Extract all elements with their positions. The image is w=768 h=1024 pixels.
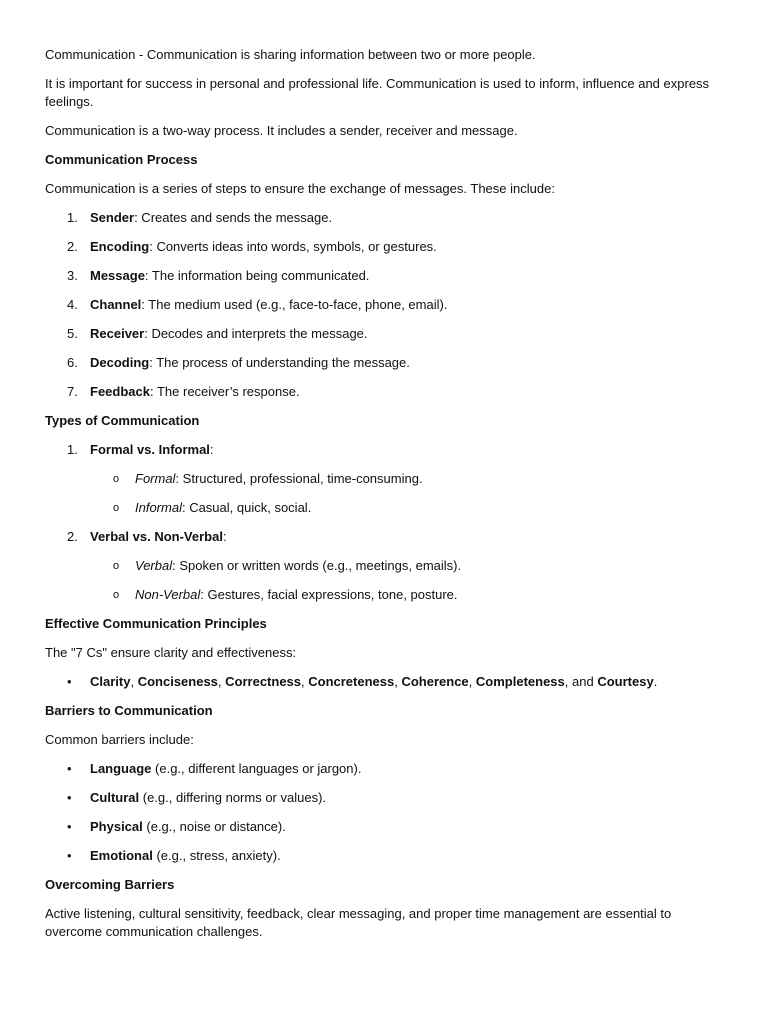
sub-list-item: [45, 586, 723, 604]
list-suffix: :: [209, 442, 214, 457]
barrier-term: Language: [90, 761, 152, 776]
principle-term: Completeness: [475, 674, 565, 689]
overcoming-heading: Overcoming Barriers: [45, 877, 175, 892]
list-desc: : The process of understanding the message.: [149, 355, 410, 370]
list-desc: : The medium used (e.g., face-to-face, phone, email).: [141, 297, 448, 312]
process-heading: Communication Process: [45, 152, 198, 167]
list-term: Feedback: [90, 384, 150, 399]
sub-desc: : Structured, professional, time-consuming.: [175, 471, 423, 486]
sub-list-item: [45, 557, 723, 575]
circle-bullet-icon: o: [113, 589, 120, 601]
list-item: • Clarity, Conciseness, Correctness, Concreteness, Coherence, Completeness, and Courtesy.: [67, 674, 658, 689]
circle-bullet-icon: o: [113, 560, 120, 572]
list-term: Verbal vs. Non-Verbal: [90, 529, 223, 544]
list-number: 2.: [67, 529, 78, 544]
barriers-heading: Barriers to Communication: [45, 703, 213, 718]
process-lead: Communication is a series of steps to ensure the exchange of messages. These include:: [45, 181, 555, 196]
list-term: Decoding: [90, 355, 150, 370]
list-item: [45, 847, 723, 865]
list-item: [45, 818, 723, 836]
principle-and: and: [572, 674, 594, 689]
types-heading: Types of Communication: [45, 413, 200, 428]
sub-term: Informal: [135, 500, 182, 515]
list-item: [45, 267, 723, 285]
principle-term: Courtesy: [597, 674, 654, 689]
list-suffix: :: [222, 529, 227, 544]
list-term: Encoding: [90, 239, 150, 254]
list-item: [45, 354, 723, 372]
sub-list-item: [45, 470, 723, 488]
barrier-term: Cultural: [90, 790, 140, 805]
sub-term: Formal: [135, 471, 176, 486]
bullet-icon: •: [67, 848, 72, 863]
overcoming-paragraph: Active listening, cultural sensitivity, feedback, clear messaging, and proper time management are essential to overcome communication challenges.: [45, 906, 672, 939]
principles-lead: The "7 Cs" ensure clarity and effectiveness:: [45, 645, 297, 660]
sub-list: [90, 470, 723, 517]
barrier-desc: (e.g., different languages or jargon).: [151, 761, 362, 776]
principle-term: Conciseness: [137, 674, 218, 689]
list-item: [45, 760, 723, 778]
principle-end: .: [653, 674, 658, 689]
sub-term: Non-Verbal: [135, 587, 201, 602]
list-term: Sender: [90, 210, 135, 225]
list-item: [45, 296, 723, 314]
bullet-icon: •: [67, 819, 72, 834]
list-desc: : Creates and sends the message.: [134, 210, 333, 225]
barrier-term: Emotional: [90, 848, 153, 863]
list-item: [45, 441, 723, 517]
list-desc: : Converts ideas into words, symbols, or gestures.: [149, 239, 437, 254]
list-number: 5.: [67, 326, 78, 341]
list-number: 2.: [67, 239, 78, 254]
list-number: 6.: [67, 355, 78, 370]
barrier-desc: (e.g., noise or distance).: [142, 819, 286, 834]
list-desc: : The receiver’s response.: [149, 384, 300, 399]
bullet-icon: •: [67, 790, 72, 805]
barriers-lead: Common barriers include:: [45, 732, 194, 747]
circle-bullet-icon: o: [113, 473, 120, 485]
sub-list-item: [45, 499, 723, 517]
sub-desc: : Gestures, facial expressions, tone, posture.: [200, 587, 458, 602]
barriers-list: [45, 760, 723, 865]
sub-term: Verbal: [135, 558, 173, 573]
sub-desc: : Spoken or written words (e.g., meetings, emails).: [172, 558, 462, 573]
barrier-term: Physical: [90, 819, 143, 834]
list-number: 1.: [67, 210, 78, 225]
list-desc: : Decodes and interprets the message.: [144, 326, 368, 341]
process-list: [45, 209, 723, 401]
intro-paragraph-1: Communication - Communication is sharing information between two or more people.: [45, 47, 536, 62]
principle-term: Concreteness: [308, 674, 395, 689]
intro-paragraph-2: It is important for success in personal and professional life. Communication is used to inform, influence and express feelings.: [45, 76, 710, 109]
principle-term: Clarity: [90, 674, 131, 689]
list-desc: : The information being communicated.: [144, 268, 370, 283]
principle-term: Correctness: [225, 674, 302, 689]
principles-heading: Effective Communication Principles: [45, 616, 267, 631]
list-term: Channel: [90, 297, 142, 312]
principle-term: Coherence: [401, 674, 469, 689]
intro-paragraph-3: Communication is a two-way process. It includes a sender, receiver and message.: [45, 123, 518, 138]
principles-list: [45, 673, 723, 691]
list-item: [45, 209, 723, 227]
list-item: [45, 383, 723, 401]
list-item: [45, 238, 723, 256]
list-item: [45, 528, 723, 604]
list-number: 1.: [67, 442, 78, 457]
list-term: Message: [90, 268, 145, 283]
barrier-desc: (e.g., differing norms or values).: [139, 790, 327, 805]
circle-bullet-icon: o: [113, 502, 120, 514]
list-term: Receiver: [90, 326, 145, 341]
list-term: Formal vs. Informal: [90, 442, 210, 457]
list-number: 3.: [67, 268, 78, 283]
list-number: 4.: [67, 297, 78, 312]
types-list: [45, 441, 723, 604]
list-item: [45, 789, 723, 807]
barrier-desc: (e.g., stress, anxiety).: [152, 848, 281, 863]
sub-desc: : Casual, quick, social.: [181, 500, 312, 515]
list-item: [45, 325, 723, 343]
bullet-icon: •: [67, 761, 72, 776]
sub-list: [90, 557, 723, 604]
list-number: 7.: [67, 384, 78, 399]
bullet-icon: •: [67, 674, 72, 689]
